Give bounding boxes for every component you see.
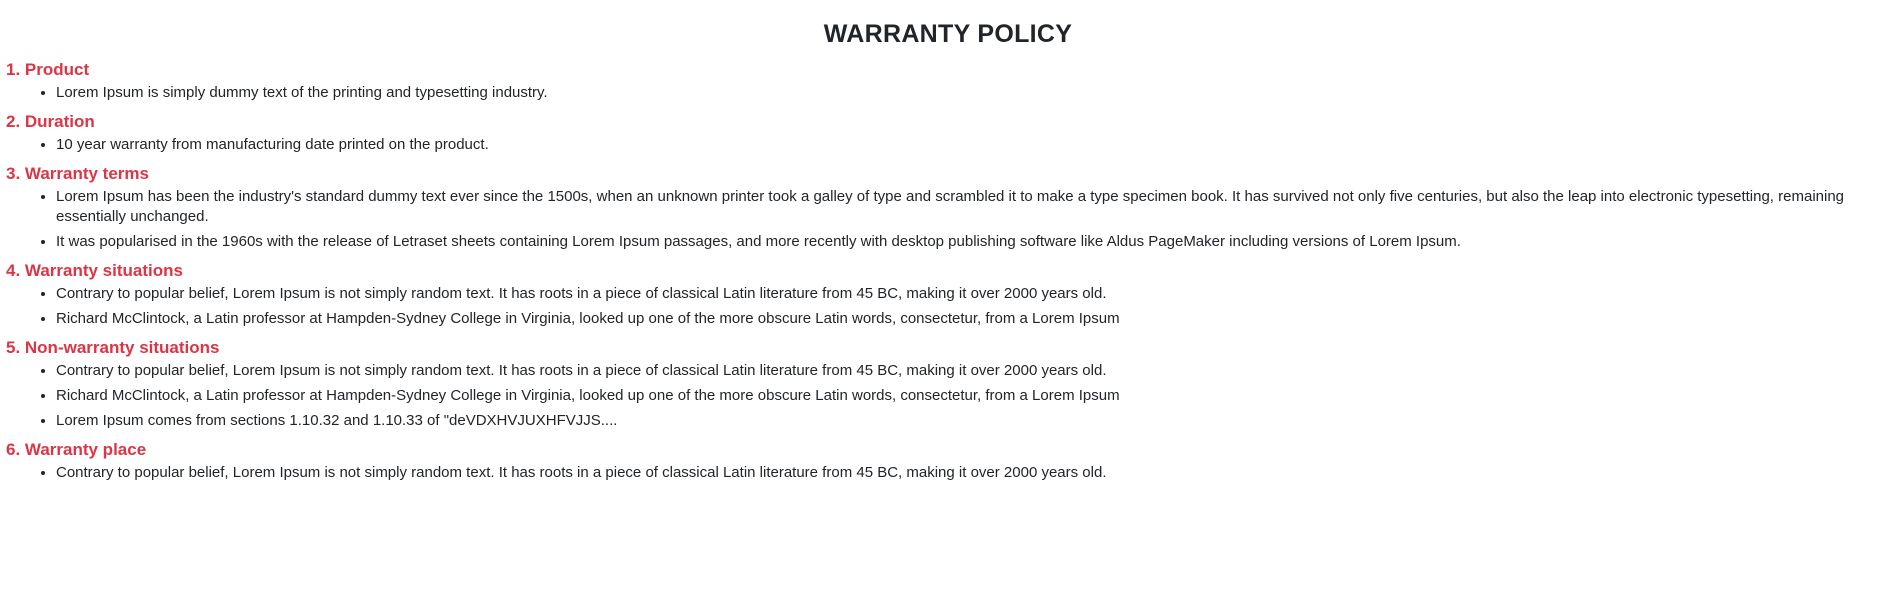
section-heading: 5. Non-warranty situations [6, 338, 220, 357]
bullet-item: • Contrary to popular belief, Lorem Ipsum is not simply random text. It has roots in a piece of classical Latin literature from 45 BC, making it over 2000 years old. [56, 361, 1890, 381]
section-heading: 4. Warranty situations [6, 261, 183, 280]
policy-section [0, 163, 1896, 252]
section-heading: 1. Product [6, 60, 90, 79]
page-title: WARRANTY POLICY [823, 20, 1073, 48]
section-heading: 6. Warranty place [6, 440, 147, 459]
bullet-list [0, 284, 1896, 329]
policy-section [0, 439, 1896, 483]
bullet-item: • Lorem Ipsum has been the industry's standard dummy text ever since the 1500s, when an unknown printer took a galley of type and scrambled it to make a type specimen book. It has survived not only five centuries, but also the leap into electronic typesetting, remaining essentially unchanged. [56, 187, 1890, 227]
policy-section [0, 59, 1896, 103]
section-heading: 3. Warranty terms [6, 164, 149, 183]
bullet-item: • 10 year warranty from manufacturing date printed on the product. [56, 135, 1890, 155]
bullet-list [0, 187, 1896, 252]
bullet-item: • Lorem Ipsum is simply dummy text of the printing and typesetting industry. [56, 83, 1890, 103]
policy-section [0, 111, 1896, 155]
policy-section [0, 260, 1896, 329]
bullet-item: • Lorem Ipsum comes from sections 1.10.32 and 1.10.33 of "deVDXHVJUXHFVJJS.... [56, 411, 1890, 431]
bullet-item: • Richard McClintock, a Latin professor at Hampden-Sydney College in Virginia, looked up one of the more obscure Latin words, consectetur, from a Lorem Ipsum [56, 386, 1890, 406]
bullet-list [0, 361, 1896, 431]
bullet-list [0, 463, 1896, 483]
policy-section [0, 337, 1896, 431]
bullet-list [0, 83, 1896, 103]
bullet-item: • It was popularised in the 1960s with the release of Letraset sheets containing Lorem Ipsum passages, and more recently with desktop publishing software like Aldus PageMaker including versions of Lorem Ipsum. [56, 232, 1890, 252]
sections-container [0, 59, 1896, 483]
bullet-item: • Contrary to popular belief, Lorem Ipsum is not simply random text. It has roots in a piece of classical Latin literature from 45 BC, making it over 2000 years old. [56, 463, 1890, 483]
section-heading: 2. Duration [6, 112, 95, 131]
bullet-list [0, 135, 1896, 155]
bullet-item: • Contrary to popular belief, Lorem Ipsum is not simply random text. It has roots in a piece of classical Latin literature from 45 BC, making it over 2000 years old. [56, 284, 1890, 304]
bullet-item: • Richard McClintock, a Latin professor at Hampden-Sydney College in Virginia, looked up one of the more obscure Latin words, consectetur, from a Lorem Ipsum [56, 309, 1890, 329]
